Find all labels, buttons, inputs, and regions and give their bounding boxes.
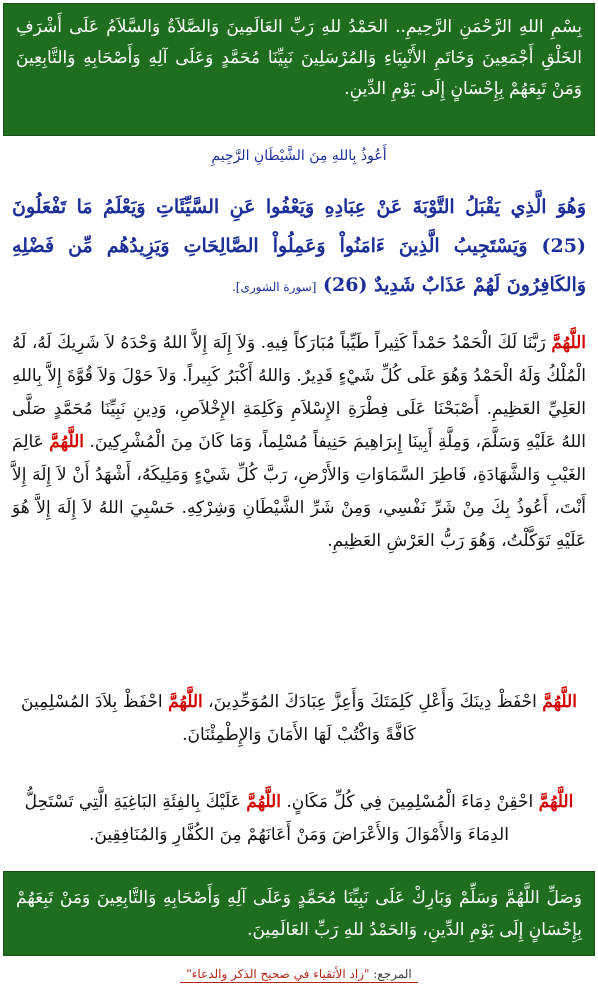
verse-number-1: (25) bbox=[541, 235, 586, 257]
source-title: "زاد الأتقياء في صحيح الذكر والدعاء" bbox=[186, 967, 370, 981]
surah-reference: [سورة الشورى]. bbox=[231, 280, 317, 294]
opening-praise-text: بِسْمِ اللهِ الرَّحْمَنِ الرَّحِيمِ.. الحَمْدُ للهِ رَبِّ العَالَمِينَ وَالصَّلاَةُ وَالسَّلاَمُ عَلَى أَشْرَفِ الخَلْقِ أَجْمَعِينَ وَخَاتَمِ الأَنْبِيَاءِ وَالمُرْسَلِينَ نَبِيِّنَا مُحَمَّدٍ وَعَلَى آلِهِ وَأَصْحَابِهِ وَالتَّابِعِينَ وَمَنْ تَبِعَهُمْ بِإِحْسَانٍ إِلَى يَوْمِ الدِّينِ. bbox=[16, 17, 582, 99]
closing-salawat-box bbox=[3, 871, 595, 956]
opening-praise-box bbox=[3, 3, 595, 136]
source-reference bbox=[0, 966, 598, 983]
allahumma-heading: اللَّهُمَّ bbox=[538, 792, 574, 812]
verse-text-1: وَهُوَ الَّذِي يَقْبَلُ التَّوْبَةَ عَنْ عِبَادِهِ وَيَعْفُوا عَنِ السَّيِّئَاتِ وَيَعْلَمُ مَا تَفْعَلُونَ bbox=[12, 196, 586, 218]
source-label: المرجع: bbox=[373, 967, 412, 981]
dua-main-part-1: رَبَّنَا لَكَ الْحَمْدُ حَمْداً كَثِيراً طَيِّباً مُبَارَكاً فِيهِ. وَلاَ إِلَهَ إِلاَّ اللهُ وَحْدَهُ لاَ شَرِيكَ لَهُ، لَهُ الْمُلْكُ وَلَهُ الْحَمْدُ وَهُوَ عَلَى كُلِّ شَيْءٍ قَدِيرٌ. وَاللهُ أَكْبَرُ كَبِيراً. وَلاَ حَوْلَ وَلاَ قُوَّةَ إِلاَّ بِاللهِ العَلِيِّ العَظِيمِ. أَصْبَحْنَا عَلَى فِطْرَةِ الإِسْلاَمِ وَكَلِمَةِ الإِخْلاَصِ، وَدِينِ نَبِيِّنَا مُحَمَّدٍ صَلَّى اللهُ عَلَيْهِ وَسَلَّمَ، وَمِلَّةِ أَبِينَا إِبرَاهِيمَ حَنِيفاً مُسْلِماً، وَمَا كَانَ مِنَ الْمُشْرِكِينَ. bbox=[12, 333, 587, 452]
dua-protection-part-2: احْفَظْ بِلاَدَ المُسْلِمِينَ كَافَّةً وَاكْتُبْ لَهَا الأَمَانَ وَالإِطْمِئْنَانَ. bbox=[21, 692, 416, 745]
allahumma-heading: اللَّهُمَّ bbox=[49, 432, 84, 452]
dua-protection-paragraph bbox=[12, 686, 586, 752]
dua-blood-part-2: عَلَيْكَ بِالفِئَةِ البَاغِيَةِ الَّتِي تَسْتَحِلُّ الدِمَاءَ وَالأَمْوَالَ وَالأَعْرَاضَ وَمَنْ أَعَانَهُمْ مِنَ الكُفَّارِ وَالمُنَافِقِينَ. bbox=[24, 792, 509, 845]
dua-protection-part-1: احْفَظْ دِينَكَ وَأَعْلِ كَلِمَتَكَ وَأَعِزَّ عِبَادَكَ المُوَحِّدِينَ، bbox=[208, 692, 537, 712]
quran-verse bbox=[12, 188, 586, 307]
allahumma-heading: اللَّهُمَّ bbox=[551, 333, 587, 353]
allahumma-heading: اللَّهُمَّ bbox=[246, 792, 281, 812]
verse-text-2: وَيَسْتَجِيبُ الَّذِينَ ءَامَنُواْ وَعَمِلُواْ الصَّالِحَاتِ وَيَزِيدُهُم مِّن فَضْلِهِ وَالكَافِرُونَ لَهُمْ عَذَابٌ شَدِيدٌ bbox=[12, 235, 586, 296]
source-box bbox=[180, 966, 418, 983]
allahumma-heading: اللَّهُمَّ bbox=[168, 692, 203, 712]
dua-blood-paragraph bbox=[12, 786, 586, 852]
allahumma-heading: اللَّهُمَّ bbox=[542, 692, 577, 712]
dua-main-part-2: عَالِمَ الغَيْبِ وَالشَّهَادَةِ، فَاطِرَ السَّمَاوَاتِ وَالأَرْضِ، رَبَّ كُلِّ شَيْءٍ وَمَلِيكَهُ، أَشْهَدُ أَنْ لاَ إِلَهَ إِلاَّ أَنْتَ، أَعُوذُ بِكَ مِنْ شَرِّ نَفْسِي، وَمِنْ شَرِّ الشَّيْطَانِ وَشِرْكِهِ. حَسْبِيَ اللهُ لاَ إِلَهَ إِلاَّ هُوَ عَلَيْهِ تَوَكَّلْتُ، وَهُوَ رَبُّ العَرْشِ العَظِيمِ. bbox=[12, 432, 586, 551]
isti-adha: أَعُوذُ بِاللهِ مِنَ الشَّيْطَانِ الرَّجِيمِ bbox=[211, 148, 387, 164]
dua-blood-part-1: احْقِنْ دِمَاءَ الْمُسْلِمِينَ فِي كُلِّ مَكَانٍ. bbox=[286, 792, 534, 812]
dua-main-paragraph bbox=[12, 327, 586, 558]
closing-salawat-text: وَصَلِّ اللَّهُمَّ وَسَلِّمْ وَبَارِكْ عَلَى نَبِيِّنَا مُحَمَّدٍ وَعَلَى آلِهِ وَأَصْحَابِهِ وَالتَّابِعِينَ وَمَنْ تَبِعَهُمْ بِإِحْسَانٍ إِلَى يَوْمِ الدِّينِ، وَالحَمْدُ للهِ رَبِّ العَالَمِينَ. bbox=[16, 888, 582, 940]
verse-number-2: (26) bbox=[323, 274, 368, 296]
